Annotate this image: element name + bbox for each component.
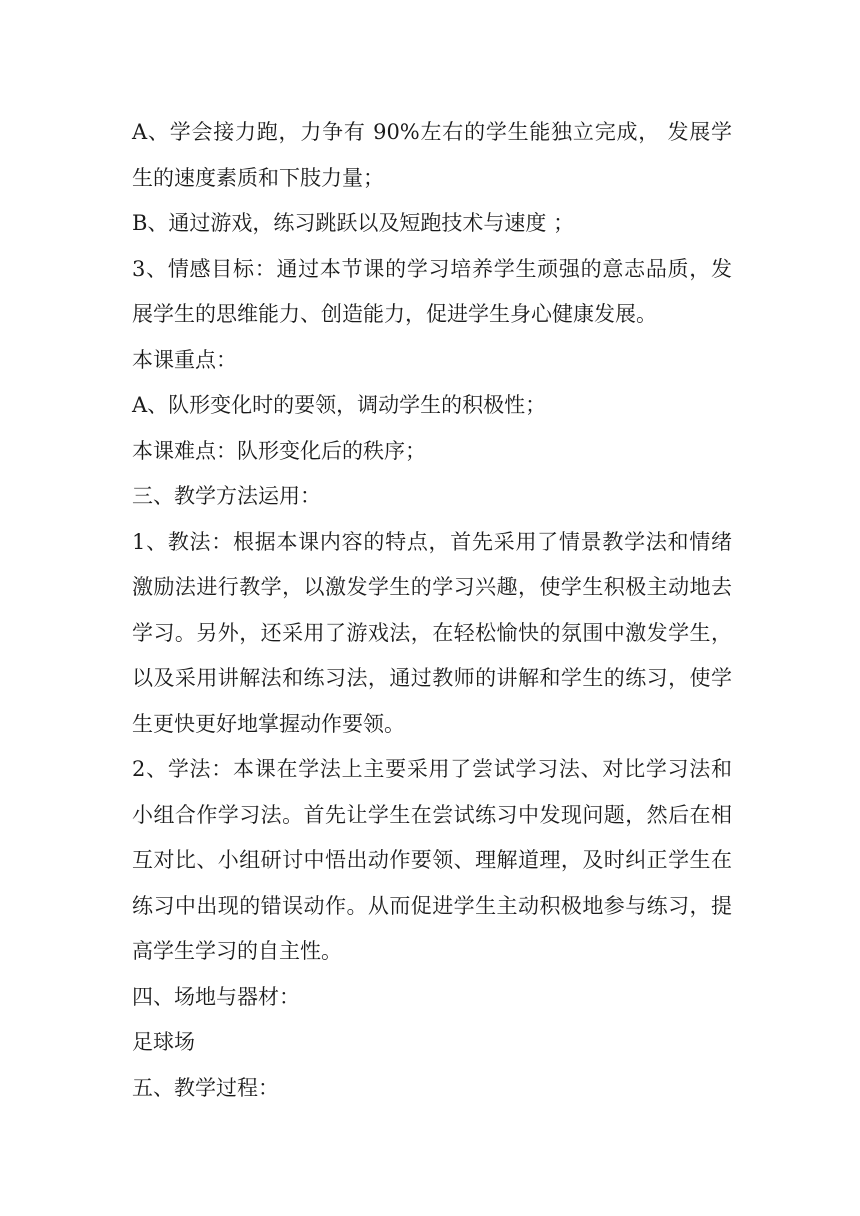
paragraph-objective-b: B、通过游戏，练习跳跃以及短跑技术与速度 ； bbox=[132, 211, 575, 235]
paragraph-difficulty: 本课难点：队形变化后的秩序； bbox=[132, 438, 426, 463]
paragraph-teaching-method: 1、教法：根据本课内容的特点，首先采用了情景教学法和情绪激励法进行教学，以激发学生的学习兴趣，使学生积极主动地去学习。另外，还采用了游戏法，在轻松愉快的氛围中激发学生，以及采用讲解法和练习法，通过教师的讲解和学生的练习，使学生更快更好地掌握动作要领。 bbox=[132, 529, 732, 736]
section-heading-teaching-process: 五、教学过程： bbox=[132, 1075, 279, 1100]
section-heading-venue-equipment: 四、场地与器材： bbox=[132, 984, 300, 1009]
paragraph-learning-method: 2、学法：本课在学法上主要采用了尝试学习法、对比学习法和小组合作学习法。首先让学生在尝试练习中发现问题，然后在相互对比、小组研讨中悟出动作要领、理解道理，及时纠正学生在练习中出现的错误动作。从而促进学生主动积极地参与练习，提高学生学习的自主性。 bbox=[132, 757, 732, 963]
paragraph-key-point-a: A、队形变化时的要领，调动学生的积极性； bbox=[132, 393, 547, 417]
paragraph-affective-goal: 3、情感目标：通过本节课的学习培养学生顽强的意志品质，发展学生的思维能力、创造能力，促进学生身心健康发展。 bbox=[132, 256, 732, 326]
section-heading-teaching-methods: 三、教学方法运用： bbox=[132, 484, 321, 508]
document-body bbox=[132, 110, 732, 1111]
paragraph-venue: 足球场 bbox=[132, 1030, 195, 1054]
paragraph-objective-a: A、学会接力跑，力争有 90%左右的学生能独立完成， 发展学生的速度素质和下肢力量； bbox=[132, 120, 732, 190]
paragraph-key-points-heading: 本课重点： bbox=[132, 347, 237, 372]
